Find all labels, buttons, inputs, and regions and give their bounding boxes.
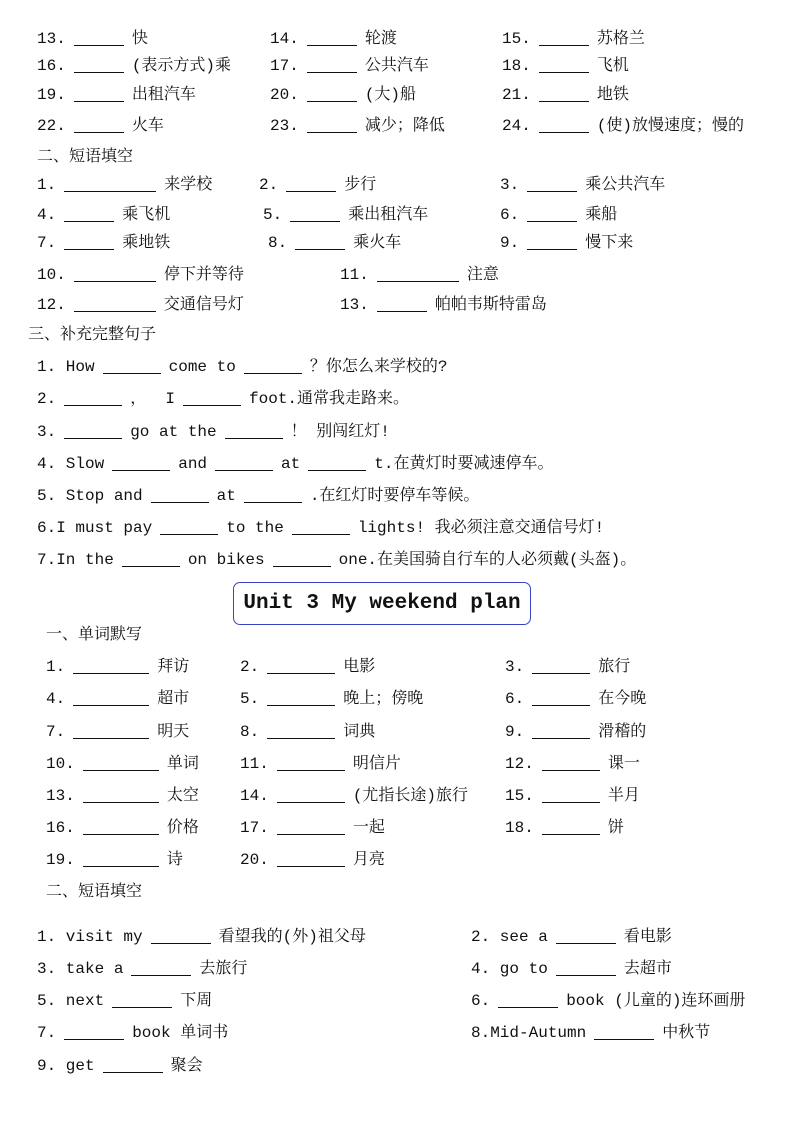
exercise-item — [471, 959, 672, 979]
exercise-item — [37, 295, 244, 315]
section-heading-phrases-1: 二、短语填空 — [37, 148, 134, 166]
item-text: 价格 — [166, 819, 199, 837]
item-number: 20. — [270, 86, 299, 104]
answer-blank[interactable] — [286, 177, 336, 192]
exercise-item — [37, 959, 247, 979]
item-number: 3. — [37, 423, 57, 441]
exercise-item — [37, 991, 212, 1011]
answer-blank[interactable] — [277, 788, 345, 803]
item-text: book (儿童的)连环画册 — [566, 992, 746, 1010]
section-heading-vocab-2: 一、单词默写 — [46, 626, 143, 644]
answer-blank[interactable] — [64, 207, 114, 222]
exercise-item — [37, 85, 196, 105]
item-number: 7. — [46, 723, 66, 741]
answer-blank[interactable] — [83, 788, 159, 803]
exercise-item — [37, 116, 164, 136]
item-text: 乘船 — [585, 206, 618, 224]
answer-blank[interactable] — [83, 820, 159, 835]
item-number: 18. — [502, 57, 531, 75]
exercise-item — [505, 657, 630, 677]
item-text: 步行 — [344, 176, 377, 194]
item-text: 明信片 — [352, 755, 401, 773]
item-text: 饼 — [607, 819, 624, 837]
answer-blank[interactable] — [295, 235, 345, 250]
exercise-item — [240, 722, 375, 742]
answer-blank[interactable] — [160, 520, 218, 535]
item-text: come to — [168, 358, 236, 376]
item-number: 14. — [270, 30, 299, 48]
answer-blank[interactable] — [74, 267, 156, 282]
answer-blank[interactable] — [73, 724, 149, 739]
item-text: lights! 我必须注意交通信号灯! — [357, 519, 605, 537]
answer-blank[interactable] — [183, 391, 241, 406]
answer-blank[interactable] — [74, 118, 124, 133]
answer-blank[interactable] — [74, 58, 124, 73]
answer-blank[interactable] — [73, 691, 149, 706]
sentence-item — [37, 518, 604, 538]
exercise-item — [263, 205, 428, 225]
answer-blank[interactable] — [151, 929, 211, 944]
item-number: 24. — [502, 117, 531, 135]
item-number: 3. — [505, 658, 525, 676]
answer-blank[interactable] — [73, 659, 149, 674]
item-number: 4. — [37, 206, 57, 224]
exercise-item — [240, 657, 375, 677]
item-number: 3. take a — [37, 960, 124, 978]
exercise-item — [46, 722, 189, 742]
item-text: 地铁 — [596, 86, 629, 104]
item-text: 交通信号灯 — [163, 296, 244, 314]
answer-blank[interactable] — [64, 1025, 124, 1040]
answer-blank[interactable] — [556, 929, 616, 944]
item-text: to the — [226, 519, 284, 537]
item-text: 减少；降低 — [364, 117, 445, 135]
item-number: 7. — [37, 234, 57, 252]
answer-blank[interactable] — [539, 31, 589, 46]
item-number: 17. — [270, 57, 299, 75]
item-number: 15. — [505, 787, 534, 805]
item-number: 16. — [46, 819, 75, 837]
item-number: 9. — [500, 234, 520, 252]
item-number: 6. — [471, 992, 491, 1010]
exercise-item — [502, 116, 744, 136]
item-number: 9. get — [37, 1057, 95, 1075]
answer-blank[interactable] — [64, 235, 114, 250]
item-text: 注意 — [466, 266, 499, 284]
item-number: 9. — [505, 723, 525, 741]
item-text: 快 — [131, 30, 148, 48]
exercise-item — [505, 786, 640, 806]
exercise-item — [37, 1056, 203, 1076]
exercise-item — [270, 56, 429, 76]
item-text: 诗 — [166, 851, 183, 869]
sentence-item — [37, 422, 390, 442]
item-number: 1. How — [37, 358, 95, 376]
item-text: 明天 — [157, 723, 190, 741]
exercise-item — [46, 818, 199, 838]
item-text: (尤指长途)旅行 — [352, 787, 469, 805]
answer-blank[interactable] — [267, 724, 335, 739]
item-number: 18. — [505, 819, 534, 837]
item-text: 下周 — [180, 992, 213, 1010]
item-number: 2. — [37, 390, 57, 408]
answer-blank[interactable] — [267, 691, 335, 706]
answer-blank[interactable] — [122, 552, 180, 567]
exercise-item — [502, 29, 645, 49]
answer-blank[interactable] — [277, 852, 345, 867]
exercise-item — [505, 754, 640, 774]
exercise-item — [46, 657, 189, 677]
sentence-item — [37, 486, 479, 506]
item-number: 2. — [259, 176, 279, 194]
item-text: foot.通常我走路来。 — [249, 390, 410, 408]
exercise-item — [500, 205, 617, 225]
item-text: 飞机 — [596, 57, 629, 75]
item-number: 8. — [240, 723, 260, 741]
item-text: 乘火车 — [353, 234, 402, 252]
answer-blank[interactable] — [308, 456, 366, 471]
item-text: ？你怎么来学校的? — [309, 358, 448, 376]
answer-blank[interactable] — [74, 87, 124, 102]
exercise-item — [505, 722, 646, 742]
exercise-item — [46, 786, 199, 806]
exercise-item — [37, 265, 244, 285]
exercise-item — [37, 1023, 228, 1043]
exercise-item — [270, 116, 445, 136]
answer-blank[interactable] — [83, 852, 159, 867]
exercise-item — [37, 175, 212, 195]
sentence-item — [37, 389, 409, 409]
exercise-item — [240, 850, 385, 870]
answer-blank[interactable] — [225, 424, 283, 439]
exercise-item — [471, 991, 745, 1011]
exercise-item — [240, 689, 423, 709]
sentence-item — [37, 550, 636, 570]
exercise-item — [37, 29, 148, 49]
item-text: 帕帕韦斯特雷岛 — [434, 296, 547, 314]
answer-blank[interactable] — [498, 993, 558, 1008]
item-text: .在红灯时要停车等候。 — [309, 487, 480, 505]
item-text: 太空 — [166, 787, 199, 805]
answer-blank[interactable] — [74, 31, 124, 46]
exercise-item — [502, 56, 629, 76]
answer-blank[interactable] — [277, 756, 345, 771]
answer-blank[interactable] — [542, 788, 600, 803]
item-number: 8.Mid-Autumn — [471, 1024, 587, 1042]
exercise-item — [37, 233, 170, 253]
item-text: 在今晚 — [598, 690, 647, 708]
item-text: 乘公共汽车 — [585, 176, 666, 194]
item-number: 5. next — [37, 992, 105, 1010]
item-number: 10. — [46, 755, 75, 773]
exercise-item — [268, 233, 401, 253]
item-text: 课一 — [607, 755, 640, 773]
item-text: 月亮 — [352, 851, 385, 869]
item-number: 19. — [46, 851, 75, 869]
answer-blank[interactable] — [377, 267, 459, 282]
exercise-item — [46, 689, 189, 709]
item-text: 超市 — [157, 690, 190, 708]
item-text: 公共汽车 — [364, 57, 429, 75]
item-text: (使)放慢速度；慢的 — [596, 117, 745, 135]
answer-blank[interactable] — [532, 659, 590, 674]
answer-blank[interactable] — [556, 961, 616, 976]
exercise-item — [500, 233, 633, 253]
item-text: 慢下来 — [585, 234, 634, 252]
exercise-item — [340, 295, 547, 315]
answer-blank[interactable] — [307, 31, 357, 46]
item-number: 16. — [37, 57, 66, 75]
item-number: 19. — [37, 86, 66, 104]
answer-blank[interactable] — [74, 297, 156, 312]
item-number: 11. — [340, 266, 369, 284]
item-text: 看望我的(外)祖父母 — [218, 928, 366, 946]
exercise-item — [270, 29, 397, 49]
item-text: 旅行 — [598, 658, 631, 676]
item-text: 拜访 — [157, 658, 190, 676]
item-text: ， I — [130, 390, 176, 408]
item-text: at — [216, 487, 236, 505]
item-text: one.在美国骑自行车的人必须戴(头盔)。 — [338, 551, 637, 569]
unit-title-box — [233, 582, 531, 625]
exercise-item — [37, 56, 231, 76]
answer-blank[interactable] — [527, 177, 577, 192]
exercise-item — [502, 85, 629, 105]
item-number: 5. Stop and — [37, 487, 143, 505]
item-text: (大)船 — [364, 86, 417, 104]
exercise-item — [37, 927, 366, 947]
answer-blank[interactable] — [542, 756, 600, 771]
item-text: at — [281, 455, 301, 473]
sentence-item — [37, 454, 553, 474]
item-text: 来学校 — [164, 176, 213, 194]
item-number: 1. — [46, 658, 66, 676]
item-text: (表示方式)乘 — [131, 57, 232, 75]
item-number: 23. — [270, 117, 299, 135]
exercise-item — [340, 265, 499, 285]
answer-blank[interactable] — [532, 691, 590, 706]
item-text: 火车 — [131, 117, 164, 135]
item-number: 7. — [37, 1024, 57, 1042]
item-number: 4. Slow — [37, 455, 105, 473]
answer-blank[interactable] — [527, 235, 577, 250]
unit-title: Unit 3 My weekend plan — [243, 592, 521, 615]
answer-blank[interactable] — [215, 456, 273, 471]
item-text: go at the — [130, 423, 217, 441]
answer-blank[interactable] — [273, 552, 331, 567]
item-text: 出租汽车 — [131, 86, 196, 104]
item-number: 13. — [37, 30, 66, 48]
item-text: 乘飞机 — [122, 206, 171, 224]
item-number: 2. — [240, 658, 260, 676]
answer-blank[interactable] — [277, 820, 345, 835]
item-number: 21. — [502, 86, 531, 104]
item-number: 20. — [240, 851, 269, 869]
item-text: 中秋节 — [662, 1024, 711, 1042]
item-number: 12. — [505, 755, 534, 773]
item-text: 苏格兰 — [596, 30, 645, 48]
item-text: 单词 — [166, 755, 199, 773]
exercise-item — [240, 786, 468, 806]
answer-blank[interactable] — [112, 456, 170, 471]
item-number: 10. — [37, 266, 66, 284]
item-text: on bikes — [187, 551, 265, 569]
item-number: 4. go to — [471, 960, 548, 978]
sentence-item — [37, 357, 447, 377]
section-heading-phrases-2: 二、短语填空 — [46, 883, 143, 901]
item-number: 14. — [240, 787, 269, 805]
item-text: 晚上；傍晚 — [343, 690, 424, 708]
exercise-item — [240, 818, 385, 838]
answer-blank[interactable] — [539, 118, 589, 133]
exercise-item — [505, 689, 646, 709]
item-number: 15. — [502, 30, 531, 48]
item-text: 半月 — [607, 787, 640, 805]
exercise-item — [270, 85, 416, 105]
item-number: 8. — [268, 234, 288, 252]
item-number: 6. — [505, 690, 525, 708]
answer-blank[interactable] — [64, 177, 156, 192]
answer-blank[interactable] — [64, 391, 122, 406]
item-text: 聚会 — [170, 1057, 203, 1075]
item-number: 4. — [46, 690, 66, 708]
item-number: 1. visit my — [37, 928, 143, 946]
exercise-item — [259, 175, 376, 195]
answer-blank[interactable] — [83, 756, 159, 771]
answer-blank[interactable] — [64, 424, 122, 439]
exercise-item — [37, 205, 170, 225]
item-text: 乘地铁 — [122, 234, 171, 252]
item-number: 17. — [240, 819, 269, 837]
item-number: 5. — [263, 206, 283, 224]
item-text: 乘出租汽车 — [348, 206, 429, 224]
item-text: 电影 — [343, 658, 376, 676]
answer-blank[interactable] — [103, 1058, 163, 1073]
item-number: 1. — [37, 176, 57, 194]
answer-blank[interactable] — [377, 297, 427, 312]
exercise-item — [505, 818, 624, 838]
item-number: 13. — [46, 787, 75, 805]
answer-blank[interactable] — [112, 993, 172, 1008]
answer-blank[interactable] — [131, 961, 191, 976]
answer-blank[interactable] — [244, 488, 302, 503]
item-number: 12. — [37, 296, 66, 314]
item-text: 去旅行 — [199, 960, 248, 978]
item-text: 词典 — [343, 723, 376, 741]
item-text: 滑稽的 — [598, 723, 647, 741]
item-number: 2. see a — [471, 928, 548, 946]
answer-blank[interactable] — [532, 724, 590, 739]
exercise-item — [46, 850, 183, 870]
item-number: 22. — [37, 117, 66, 135]
answer-blank[interactable] — [267, 659, 335, 674]
item-number: 6.I must pay — [37, 519, 153, 537]
answer-blank[interactable] — [151, 488, 209, 503]
answer-blank[interactable] — [307, 118, 357, 133]
section-heading-sentences: 三、补充完整句子 — [28, 326, 157, 344]
answer-blank[interactable] — [539, 87, 589, 102]
item-number: 5. — [240, 690, 260, 708]
item-text: ！ 别闯红灯! — [290, 423, 390, 441]
answer-blank[interactable] — [542, 820, 600, 835]
item-text: book 单词书 — [132, 1024, 229, 1042]
exercise-item — [240, 754, 401, 774]
item-text: 一起 — [352, 819, 385, 837]
exercise-item — [46, 754, 199, 774]
answer-blank[interactable] — [244, 359, 302, 374]
item-text: 看电影 — [623, 928, 672, 946]
item-text: t.在黄灯时要减速停车。 — [374, 455, 554, 473]
exercise-item — [471, 1023, 710, 1043]
exercise-item — [500, 175, 665, 195]
item-text: 轮渡 — [364, 30, 397, 48]
answer-blank[interactable] — [539, 58, 589, 73]
item-number: 11. — [240, 755, 269, 773]
item-number: 3. — [500, 176, 520, 194]
item-text: 去超市 — [623, 960, 672, 978]
item-text: 停下并等待 — [163, 266, 244, 284]
exercise-item — [471, 927, 672, 947]
answer-blank[interactable] — [307, 58, 357, 73]
item-number: 13. — [340, 296, 369, 314]
answer-blank[interactable] — [103, 359, 161, 374]
answer-blank[interactable] — [307, 87, 357, 102]
answer-blank[interactable] — [594, 1025, 654, 1040]
item-text: and — [178, 455, 208, 473]
answer-blank[interactable] — [290, 207, 340, 222]
item-number: 7.In the — [37, 551, 114, 569]
item-number: 6. — [500, 206, 520, 224]
answer-blank[interactable] — [292, 520, 350, 535]
answer-blank[interactable] — [527, 207, 577, 222]
